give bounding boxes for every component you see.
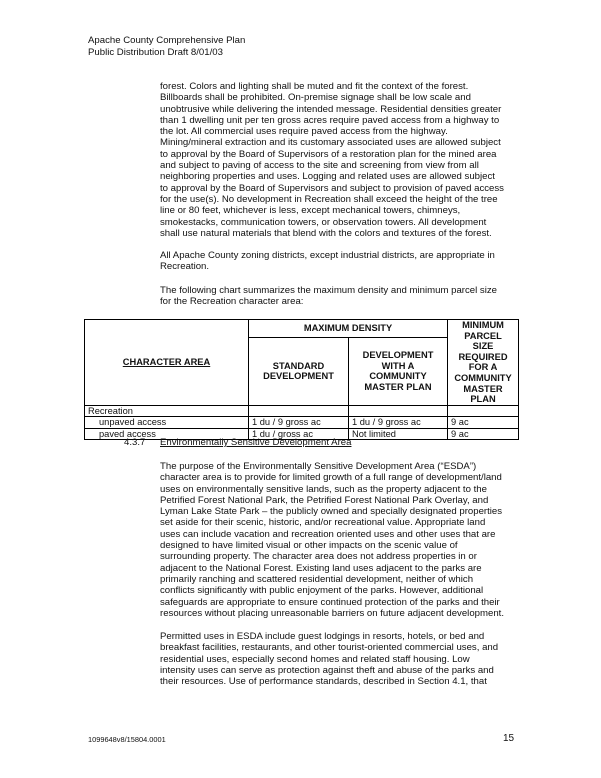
row-area: paved access bbox=[85, 428, 249, 440]
density-table bbox=[84, 319, 519, 440]
text-line: and subject to paving of access to the site and screening from view from all bbox=[160, 160, 479, 172]
text-line: Petrified Forest National Park, the Petrified Forest National Park Overlay, and bbox=[160, 494, 489, 506]
paragraph-esda-purpose bbox=[160, 461, 515, 619]
paragraph-chart-intro bbox=[160, 285, 515, 308]
row-standard: 1 du / 9 gross ac bbox=[249, 417, 349, 429]
table-row bbox=[85, 417, 519, 429]
paragraph-esda-permitted-uses bbox=[160, 631, 515, 687]
text-line: character area is to provide for limited growth of a full range of development/land bbox=[160, 472, 502, 484]
text-line: Lyman Lake State Park – the publicly owned and specially designated properties bbox=[160, 506, 503, 518]
text-line: neighboring properties and uses. Logging and related uses are allowed subject bbox=[160, 171, 495, 183]
text-line: primarily ranching and scattered residential development, neither of which bbox=[160, 573, 474, 585]
row-standard: 1 du / gross ac bbox=[249, 428, 349, 440]
text-line: uses can include vacation and recreation oriented uses and other uses that are bbox=[160, 528, 496, 540]
paragraph-zoning-districts bbox=[160, 250, 515, 273]
text-line: The purpose of the Environmentally Sensitive Development Area (“ESDA”) bbox=[160, 461, 477, 472]
text-line: Permitted uses in ESDA include guest lodgings in resorts, hotels, or bed and bbox=[160, 631, 485, 642]
text-line: adjacent to the National Forest. Existing land uses adjacent to the parks are bbox=[160, 562, 482, 574]
page-header bbox=[88, 35, 245, 58]
header-character-area: CHARACTER AREA bbox=[85, 320, 249, 406]
text-line: forest. Colors and lighting shall be muted and fit the context of the forest. bbox=[160, 81, 469, 92]
text-line: safeguards are appropriate to ensure continued protection of the parks and their bbox=[160, 596, 500, 608]
row-community: 1 du / 9 gross ac bbox=[349, 417, 448, 429]
header-draft-line: Public Distribution Draft 8/01/03 bbox=[88, 46, 223, 58]
text-line: surrounding property. The character area does not address properties in or bbox=[160, 551, 477, 563]
table-row bbox=[85, 405, 519, 417]
row-area: unpaved access bbox=[85, 417, 249, 429]
text-line: designed to have limited visual or other impacts on the scenic value of bbox=[160, 540, 458, 552]
group-label: Recreation bbox=[85, 405, 249, 417]
text-line: Billboards shall be prohibited. On-premise signage shall be low scale and bbox=[160, 92, 471, 104]
header-minimum-parcel: MINIMUM PARCEL SIZE REQUIRED FOR A COMMUNITY MASTER PLAN bbox=[448, 320, 519, 406]
text-line: their resources. Use of performance standards, described in Section 4.1, that bbox=[160, 676, 487, 688]
text-line: shall use natural materials that blend with the colors and textures of the forest. bbox=[160, 227, 492, 239]
text-line: breakfast facilities, restaurants, and other tourist-oriented commercial uses, and bbox=[160, 642, 499, 654]
header-maximum-density: MAXIMUM DENSITY bbox=[249, 320, 448, 338]
text-line: for the Recreation character area: bbox=[160, 296, 304, 308]
text-line: resources without placing unreasonable barriers on future adjacent development. bbox=[160, 607, 504, 619]
text-line: line or 80 feet, whichever is less, except mechanical towers, chimneys, bbox=[160, 205, 461, 217]
text-line: uses on environmentally sensitive lands, such as the property adjacent to the bbox=[160, 483, 487, 495]
text-line: unobtrusive while delivering the intended message. Residential densities greater bbox=[160, 103, 502, 115]
text-line: Recreation. bbox=[160, 261, 210, 273]
text-line: to approval by the Board of Supervisors and subject to provision of paved access bbox=[160, 182, 504, 194]
header-standard-development: STANDARD DEVELOPMENT bbox=[249, 338, 349, 406]
paragraph-recreation-standards bbox=[160, 81, 515, 239]
row-parcel: 9 ac bbox=[448, 417, 519, 429]
text-line: smokestacks, communication towers, or observation towers. All development bbox=[160, 216, 487, 228]
text-line: to approval by the Board of Supervisors of a restoration plan for the mined area bbox=[160, 148, 497, 160]
text-line: conflicts significantly with public enjoyment of the parks. However, additional bbox=[160, 585, 484, 597]
page-number: 15 bbox=[503, 733, 515, 744]
row-parcel: 9 ac bbox=[448, 428, 519, 440]
text-line: intensity uses can serve as protection against theft and abuse of the parks and bbox=[160, 664, 494, 676]
text-line: The following chart summarizes the maximum density and minimum parcel size bbox=[160, 285, 497, 296]
text-line: the lot. All commercial uses require paved access from the highway. bbox=[160, 126, 448, 138]
header-title: Apache County Comprehensive Plan bbox=[88, 35, 246, 46]
section-number: 4.3.7 bbox=[124, 437, 146, 448]
text-line: set aside for their scenic, historic, and/or recreational value. Appropriate land bbox=[160, 517, 486, 529]
text-line: for the use(s). No development in Recreation shall exceed the height of the tree bbox=[160, 193, 498, 205]
document-id: 1099648v8/15804.0001 bbox=[88, 735, 166, 744]
text-line: than 1 dwelling unit per ten gross acres require paved access from a highway to bbox=[160, 114, 500, 126]
row-community: Not limited bbox=[349, 428, 448, 440]
section-title: Environmentally Sensitive Development Area bbox=[160, 437, 352, 448]
text-line: residential uses, especially second homes and related staff housing. Low bbox=[160, 653, 470, 665]
text-line: All Apache County zoning districts, except industrial districts, are appropriate in bbox=[160, 250, 495, 261]
text-line: Mining/mineral extraction and its customary associated uses are allowed subject bbox=[160, 137, 501, 149]
header-community-master-plan: DEVELOPMENT WITH A COMMUNITY MASTER PLAN bbox=[349, 338, 448, 406]
